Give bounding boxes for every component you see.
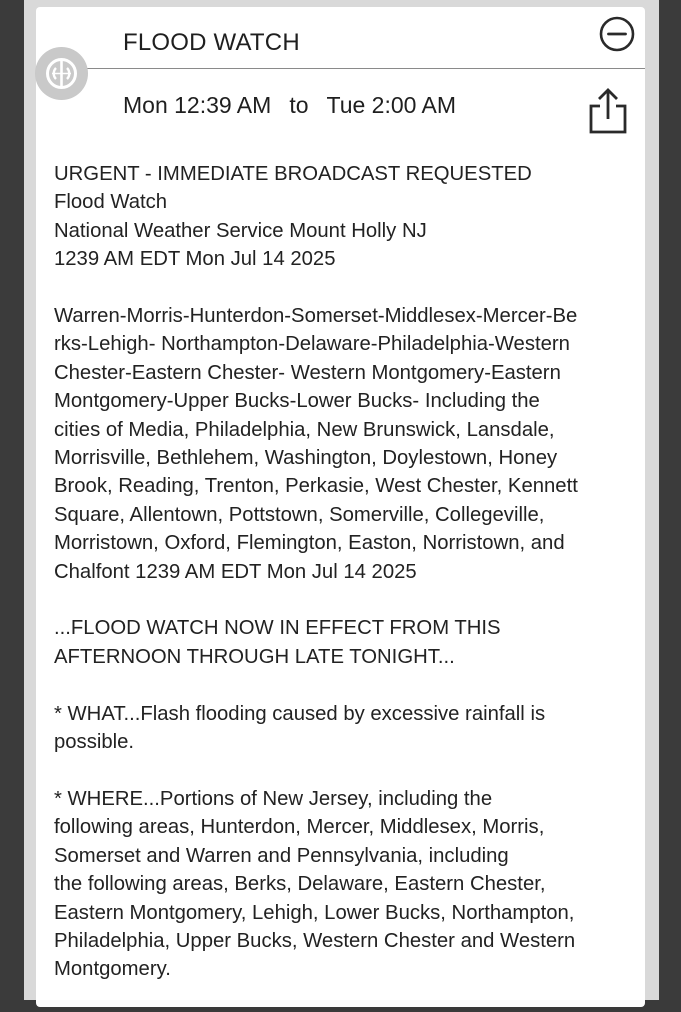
right-frame <box>659 0 681 1000</box>
to-label: to <box>289 92 309 118</box>
alert-header-paragraph: URGENT - IMMEDIATE BROADCAST REQUESTED Flood Watch National Weather Service Mount Holly NJ 1239 AM EDT Mon Jul 14 2025 <box>54 163 532 271</box>
header-divider <box>36 68 645 69</box>
alert-zones-paragraph: Warren-Morris-Hunterdon-Somerset-Middlesex-Mercer-Be rks-Lehigh- Northampton-Delaware-Philadelphia-Western Chester-Eastern Chester- Western Montgomery-Eastern Montgomery-Upper Bucks-Lower Bucks- Including the cities of Media, Philadelphia, New Brunswick, Lansdale, Morrisville, Bethlehem, Washington, Doylestown, Honey Brook, Reading, Trenton, Perkasie, West Chester, Kennett Square, Allentown, Pottstown, Somerville, Collegeville, Morristown, Oxford, Flemington, Easton, Norristown, and Chalfont 1239 AM EDT Mon Jul 14 2025 <box>54 305 578 583</box>
end-time: Tue 2:00 AM <box>326 92 457 118</box>
alert-where-paragraph: * WHERE...Portions of New Jersey, including the following areas, Hunterdon, Mercer, Middlesex, Morris, Somerset and Warren and Pennsylvania, including the following areas, Berks, Delaware, Eastern Chester, Eastern Montgomery, Lehigh, Lower Bucks, Northampton, Philadelphia, Upper Bucks, Western Chester and Western Montgomery. <box>54 787 576 981</box>
weather-service-logo <box>35 47 88 100</box>
alert-body <box>54 160 622 1012</box>
left-frame <box>0 0 24 1000</box>
start-time: Mon 12:39 AM <box>123 92 272 118</box>
minus-circle-icon[interactable] <box>599 16 635 52</box>
alert-title: FLOOD WATCH <box>123 29 300 56</box>
alert-time-range <box>123 92 456 119</box>
alert-headline-paragraph: ...FLOOD WATCH NOW IN EFFECT FROM THIS AFTERNOON THROUGH LATE TONIGHT... <box>54 617 501 668</box>
share-icon[interactable] <box>587 86 629 136</box>
alert-what-paragraph: * WHAT...Flash flooding caused by excessive rainfall is possible. <box>54 702 546 754</box>
